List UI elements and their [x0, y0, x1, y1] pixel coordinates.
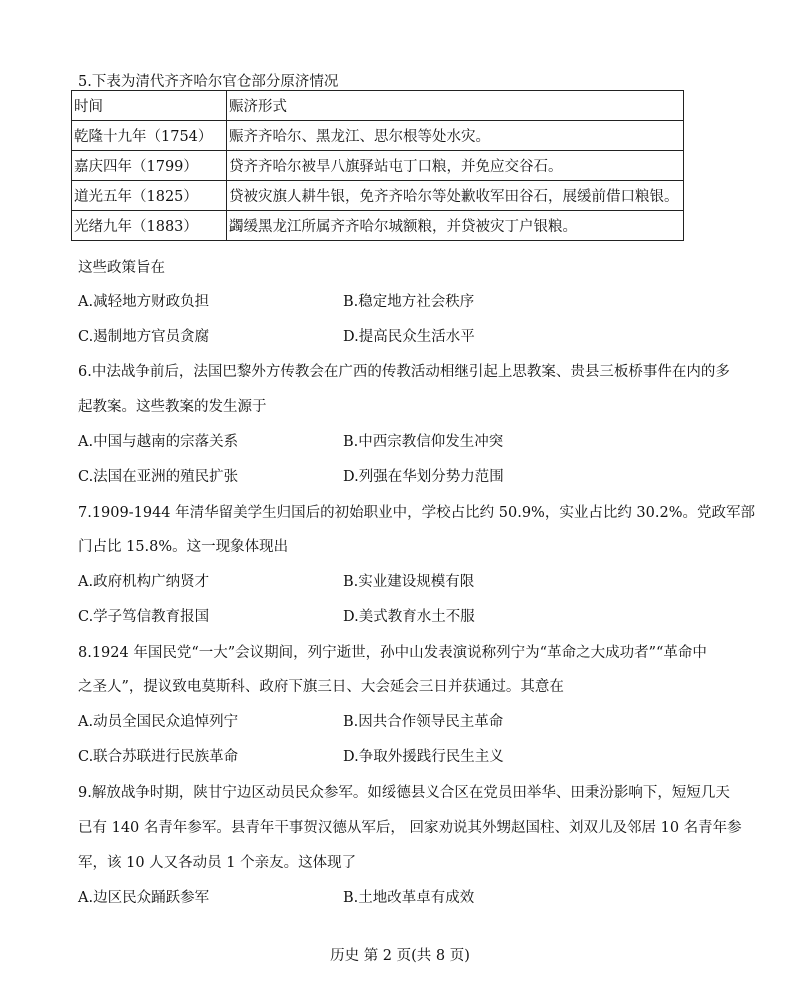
- table-row: [72, 121, 684, 151]
- q5-question: 这些政策旨在: [78, 260, 165, 276]
- q5-option-c: C.遏制地方官员贪腐: [78, 329, 210, 345]
- q7-option-c: C.学子笃信教育报国: [78, 609, 210, 625]
- q6-option-d: D.列强在华划分势力范围: [343, 469, 504, 485]
- q5-option-a: A.减轻地方财政负担: [78, 294, 210, 310]
- table-header-form: 赈济形式: [227, 91, 684, 121]
- table-header-row: [72, 91, 684, 121]
- table-cell-time: 乾隆十九年（1754）: [72, 121, 227, 151]
- table-cell-time: 光绪九年（1883）: [72, 211, 227, 241]
- q7-option-b: B.实业建设规模有限: [343, 574, 475, 590]
- q5-option-b: B.稳定地方社会秩序: [343, 294, 475, 310]
- q8-option-d: D.争取外援践行民生主义: [343, 749, 504, 765]
- q6-stem-line1: 6.中法战争前后，法国巴黎外方传教会在广西的传教活动相继引起上思教案、贵县三板桥事件在内的多: [78, 364, 730, 380]
- table-cell-form: 贷被灾旗人耕牛银，免齐齐哈尔等处歉收军田谷石，展缓前借口粮银。: [227, 181, 684, 211]
- q9-option-b: B.土地改革卓有成效: [343, 890, 475, 906]
- q6-option-b: B.中西宗教信仰发生冲突: [343, 434, 504, 450]
- table-row: [72, 151, 684, 181]
- q5-stem: 5.下表为清代齐齐哈尔官仓部分原济情况: [78, 74, 339, 90]
- relief-table: [71, 90, 684, 241]
- q8-option-a: A.动员全国民众追悼列宁: [78, 714, 239, 730]
- table-header-time: 时间: [72, 91, 227, 121]
- q7-option-d: D.美式教育水土不服: [343, 609, 475, 625]
- table-cell-time: 嘉庆四年（1799）: [72, 151, 227, 181]
- table-cell-time: 道光五年（1825）: [72, 181, 227, 211]
- q9-stem-line3: 军，该 10 人又各动员 1 个亲友。这体现了: [78, 855, 357, 871]
- page-footer: 历史 第 2 页(共 8 页): [330, 948, 470, 964]
- q7-stem-line2: 门占比 15.8%。这一现象体现出: [78, 539, 289, 555]
- q8-option-b: B.因共合作领导民主革命: [343, 714, 504, 730]
- q7-stem-line1: 7.1909-1944 年清华留美学生归国后的初始职业中，学校占比约 50.9%，实业占比约 30.2%。党政军部: [78, 505, 755, 521]
- q8-option-c: C.联合苏联进行民族革命: [78, 749, 239, 765]
- q9-stem-line2: 已有 140 名青年参军。县青年干事贺汉德从军后， 回家劝说其外甥赵国柱、刘双儿及邻居 10 名青年参: [78, 820, 742, 836]
- q5-option-d: D.提高民众生活水平: [343, 329, 475, 345]
- q6-option-c: C.法国在亚洲的殖民扩张: [78, 469, 239, 485]
- q9-option-a: A.边区民众踊跃参军: [78, 890, 210, 906]
- table-cell-form: 蠲缓黑龙江所属齐齐哈尔城额粮，并贷被灾丁户银粮。: [227, 211, 684, 241]
- q6-stem-line2: 起教案。这些教案的发生源于: [78, 399, 267, 415]
- table-cell-form: 贷齐齐哈尔被旱八旗驿站屯丁口粮，并免应交谷石。: [227, 151, 684, 181]
- q7-option-a: A.政府机构广纳贤才: [78, 574, 210, 590]
- q6-option-a: A.中国与越南的宗落关系: [78, 434, 239, 450]
- q8-stem-line1: 8.1924 年国民党“一大”会议期间，列宁逝世，孙中山发表演说称列宁为“革命之大成功者”“革命中: [78, 645, 707, 661]
- table-row: [72, 211, 684, 241]
- table-cell-form: 赈齐齐哈尔、黑龙江、思尔根等处水灾。: [227, 121, 684, 151]
- q9-stem-line1: 9.解放战争时期，陕甘宁边区动员民众参军。如绥德县义合区在党员田举华、田秉汾影响下，短短几天: [78, 785, 730, 801]
- table-row: [72, 181, 684, 211]
- q8-stem-line2: 之圣人”，提议致电莫斯科、政府下旗三日、大会延会三日并获通过。其意在: [78, 679, 564, 695]
